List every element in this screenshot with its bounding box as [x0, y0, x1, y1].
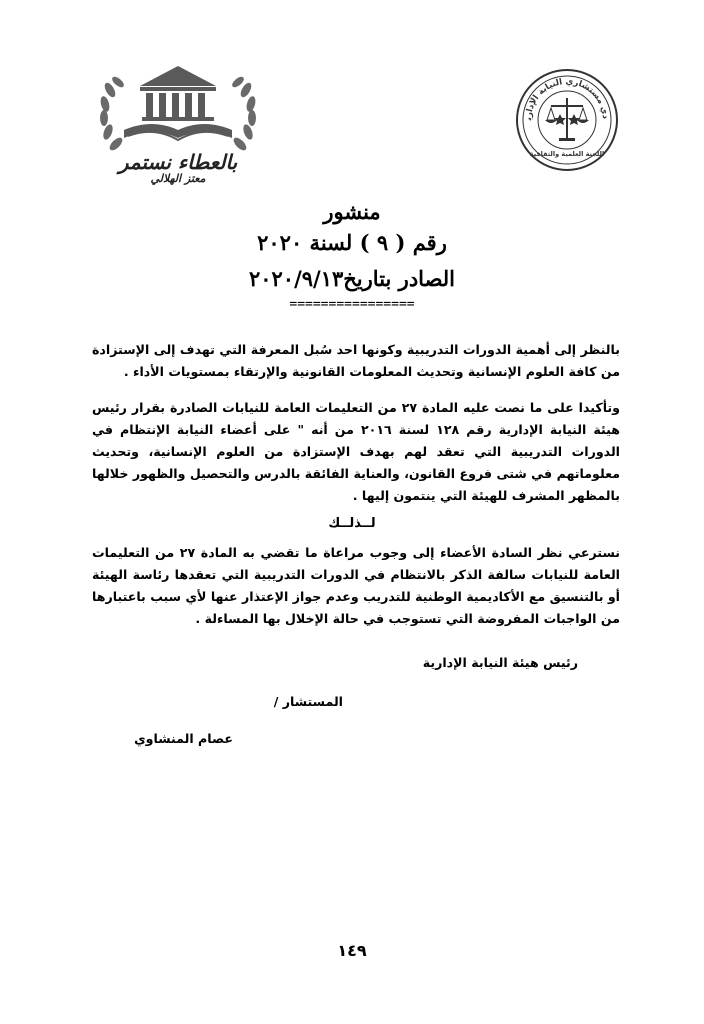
- document-title: منشور: [323, 199, 381, 224]
- title-separator: ================: [289, 297, 415, 312]
- issue-date: الصادر بتاريخ٢٠٢٠/٩/١٣: [248, 266, 456, 291]
- seal-ring-text: دي مستشاري النيابة الإدارية: [523, 76, 611, 121]
- seal-bottom-text: اللجنة العلمية والثقافية: [529, 150, 605, 158]
- committee-seal: [515, 68, 619, 172]
- scales-of-justice-icon: [515, 68, 619, 172]
- signatory-position: رئيس هيئة النيابة الإدارية: [422, 655, 578, 670]
- paragraph-3: نسترعي نظر السادة الأعضاء إلى وجوب مراعاة ما تقضي به المادة ٢٧ من التعليمات العامة للنيابات سالفة الذكر بالانتظام في الدورات التدريبية التي تعقدها رئاسة الهيئة أو بالتنسيق مع الأكاديمية الوطنية للتدريب وعدم جواز الإعتذار عنها لأي سبب باعتبارها من الواجبات المفروضة التي تستوجب في حالة الإخلال بها المساءلة .: [92, 545, 620, 626]
- organization-logo: [94, 60, 262, 188]
- signatory-title: المستشار /: [273, 694, 343, 709]
- logo-motto: بالعطاء نستمر: [118, 150, 238, 174]
- page-number: ١٤٩: [337, 941, 367, 960]
- logo-owner: معتز الهلالي: [150, 172, 206, 185]
- paragraph-2: وتأكيدا على ما نصت عليه المادة ٢٧ من التعليمات العامة للنيابات الصادرة بقرار رئيس هيئة النيابة الإدارية رقم ١٢٨ لسنة ٢٠١٦ من أنه " على أعضاء النيابة الإنتظام في الدورات التدريبية التي تعقد لهم بهدف الإستزادة من العلوم الإنسانية، وتحديث معلوماتهم في شتى فروع القانون، والعناية الفائقة بالدرس والتحصيل والظهور خلالها بالمظهر المشرف للهيئة التي ينتمون إليها .: [92, 400, 621, 503]
- courthouse-book-icon: [94, 60, 262, 156]
- therefore-heading: لــذلــك: [328, 516, 376, 531]
- paragraph-1: بالنظر إلى أهمية الدورات التدريبية وكونها احد سُبل المعرفة التي تهدف إلى الإستزادة من كافة العلوم الإنسانية وتحديث المعلومات القانونية والإرتقاء بمستويات الأداء .: [92, 342, 620, 379]
- circular-number: رقم ( ٩ ) لسنة ٢٠٢٠: [257, 230, 447, 255]
- signatory-name: عصام المنشاوي: [134, 731, 233, 746]
